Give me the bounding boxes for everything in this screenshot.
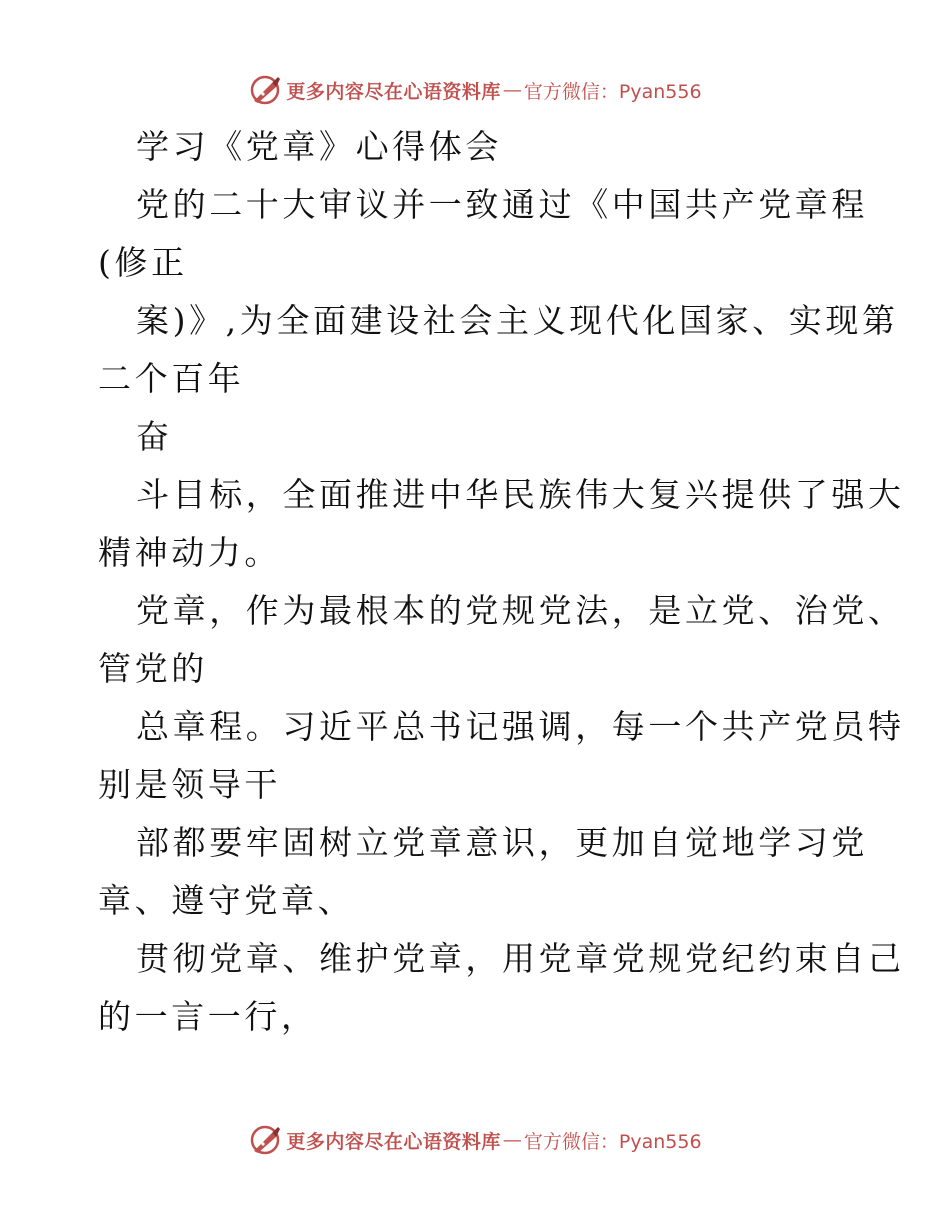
text-line: 章、遵守党章、 xyxy=(98,881,355,920)
text-line: 案)》,为全面建设社会主义现代化国家、实现第 xyxy=(136,301,899,340)
header-banner xyxy=(0,70,950,110)
text-line: 斗目标，全面推进中华民族伟大复兴提供了强大 xyxy=(136,475,905,514)
document-title: 学习《党章》心得体会 xyxy=(136,127,502,166)
text-line: (修正 xyxy=(98,243,188,282)
banner-main-text: 更多内容尽在心语资料库 xyxy=(286,80,501,103)
text-line: 二个百年 xyxy=(98,359,245,398)
banner-separator: — xyxy=(502,1129,522,1151)
text-line: 贯彻党章、维护党章，用党章党规党纪约束自己 xyxy=(136,939,905,978)
text-line: 总章程。习近平总书记强调，每一个共产党员特 xyxy=(136,707,905,746)
banner-wechat-text: 官方微信：Pyan556 xyxy=(523,1130,702,1153)
footer-banner xyxy=(0,1120,950,1160)
text-line: 党章，作为最根本的党规党法，是立党、治党、 xyxy=(136,591,905,630)
banner-main-text: 更多内容尽在心语资料库 xyxy=(286,1130,501,1153)
text-line: 管党的 xyxy=(98,649,208,688)
pen-nib-logo-icon xyxy=(248,1123,282,1157)
document-body xyxy=(98,118,905,1046)
text-line: 奋 xyxy=(136,417,173,456)
banner-wechat-text: 官方微信：Pyan556 xyxy=(523,80,702,103)
text-line: 部都要牢固树立党章意识，更加自觉地学习党 xyxy=(136,823,868,862)
banner-separator: — xyxy=(502,79,522,101)
text-line: 的一言一行， xyxy=(98,997,318,1036)
pen-nib-logo-icon xyxy=(248,73,282,107)
text-line: 精神动力。 xyxy=(98,533,281,572)
text-line: 党的二十大审议并一致通过《中国共产党章程 xyxy=(136,185,868,224)
text-line: 别是领导干 xyxy=(98,765,281,804)
